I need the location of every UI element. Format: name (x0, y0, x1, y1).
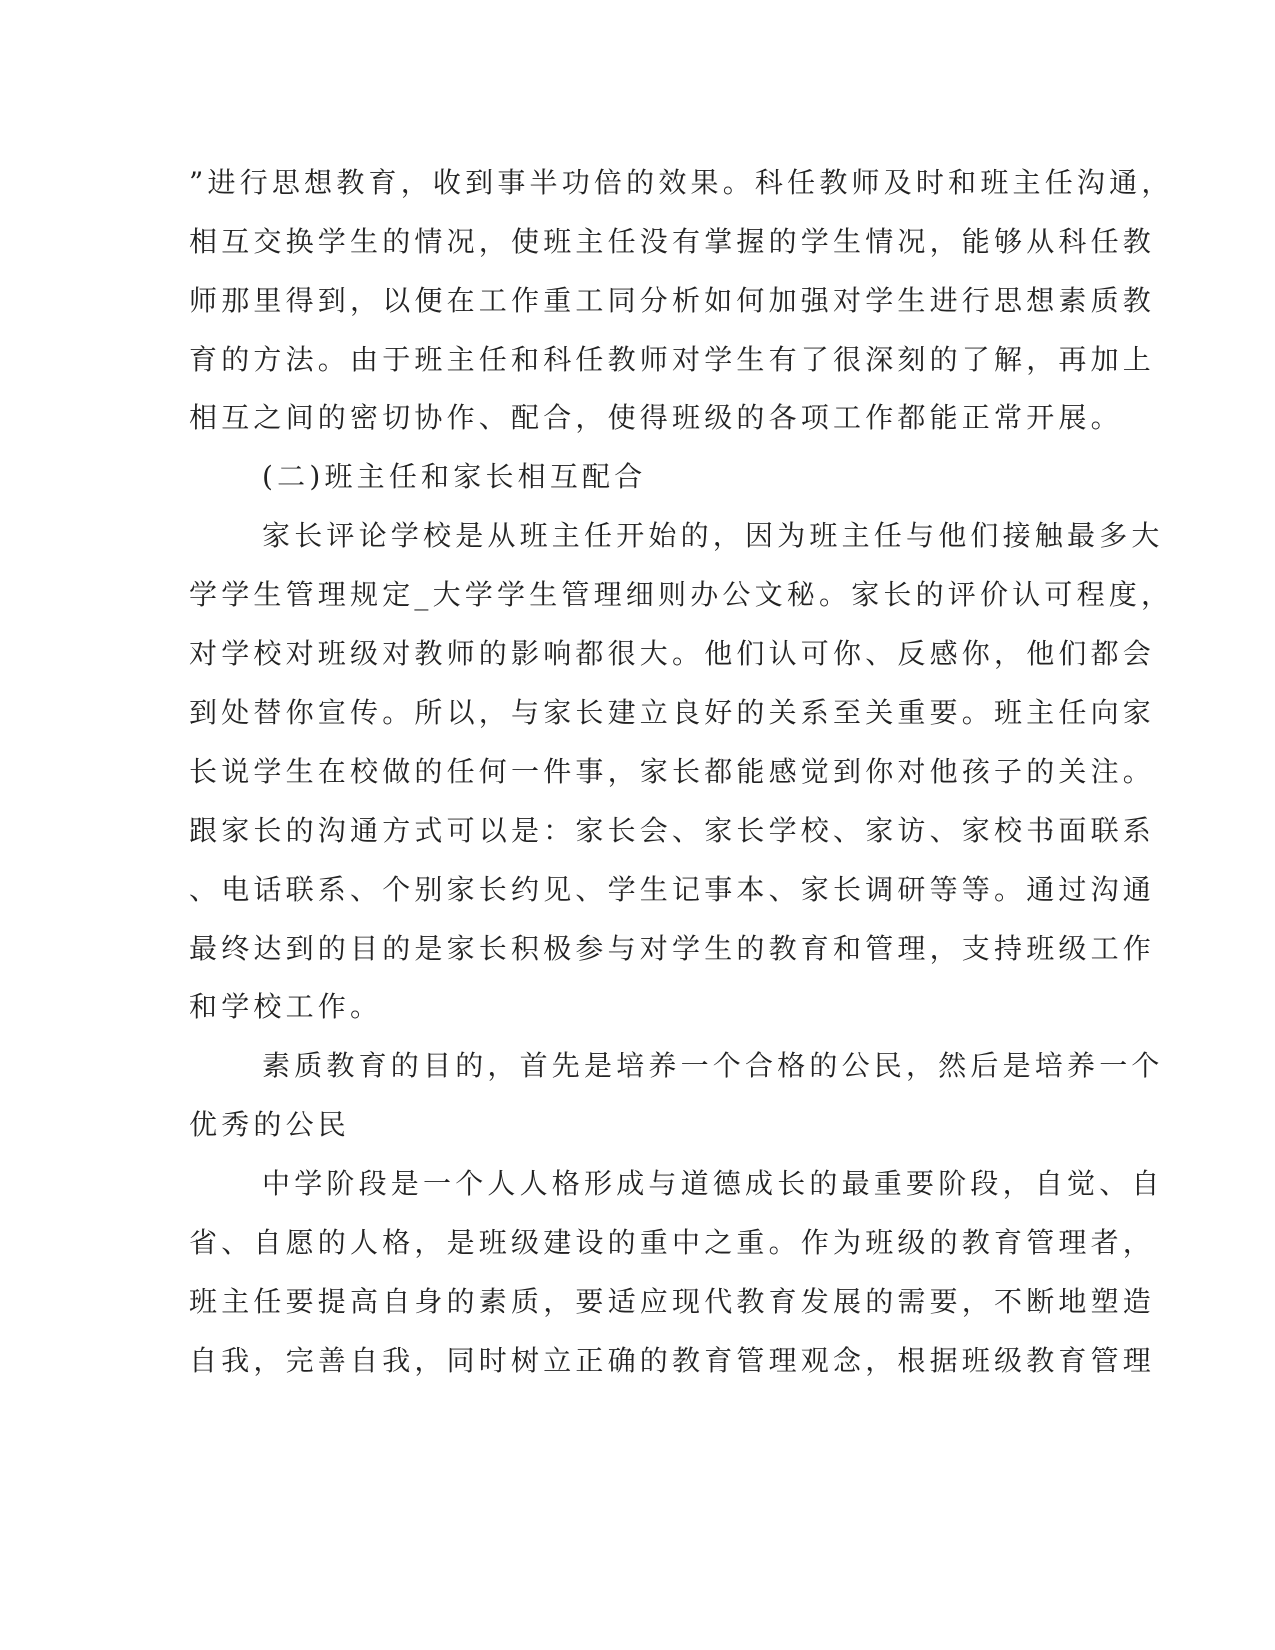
text-line: 自我，完善自我，同时树立正确的教育管理观念，根据班级教育管理 (189, 1344, 1156, 1377)
text-line: 跟家长的沟通方式可以是：家长会、家长学校、家访、家校书面联系 (189, 814, 1156, 847)
text-line: 班主任要提高自身的素质，要适应现代教育发展的需要，不断地塑造 (189, 1285, 1156, 1318)
text-line: 到处替你宣传。所以，与家长建立良好的关系至关重要。班主任向家 (189, 696, 1156, 729)
text-line: 相互之间的密切协作、配合，使得班级的各项工作都能正常开展。 (189, 401, 1123, 434)
text-line: 和学校工作。 (189, 990, 383, 1023)
section-heading: (二)班主任和家长相互配合 (262, 460, 647, 493)
text-line: 长说学生在校做的任何一件事，家长都能感觉到你对他孩子的关注。 (189, 755, 1156, 788)
text-line: 优秀的公民 (189, 1108, 351, 1141)
text-line: 省、自愿的人格，是班级建设的重中之重。作为班级的教育管理者， (189, 1226, 1156, 1259)
text-line: 学学生管理规定_大学学生管理细则办公文秘。家长的评价认可程度， (189, 578, 1174, 611)
text-line: 相互交换学生的情况，使班主任没有掌握的学生情况，能够从科任教 (189, 225, 1156, 258)
text-line: 、电话联系、个别家长约见、学生记事本、家长调研等等。通过沟通 (189, 873, 1156, 906)
text-line: 育的方法。由于班主任和科任教师对学生有了很深刻的了解，再加上 (189, 343, 1156, 376)
text-line: 素质教育的目的，首先是培养一个合格的公民，然后是培养一个 (262, 1049, 1164, 1082)
text-line: ”进行思想教育，收到事半功倍的效果。科任教师及时和班主任沟通， (189, 166, 1174, 199)
text-line: 师那里得到，以便在工作重工同分析如何加强对学生进行思想素质教 (189, 284, 1156, 317)
text-line: 最终达到的目的是家长积极参与对学生的教育和管理，支持班级工作 (189, 932, 1156, 965)
text-line: 中学阶段是一个人人格形成与道德成长的最重要阶段，自觉、自 (262, 1167, 1164, 1200)
text-line: 家长评论学校是从班主任开始的，因为班主任与他们接触最多大 (262, 519, 1164, 552)
text-line: 对学校对班级对教师的影响都很大。他们认可你、反感你，他们都会 (189, 637, 1156, 670)
